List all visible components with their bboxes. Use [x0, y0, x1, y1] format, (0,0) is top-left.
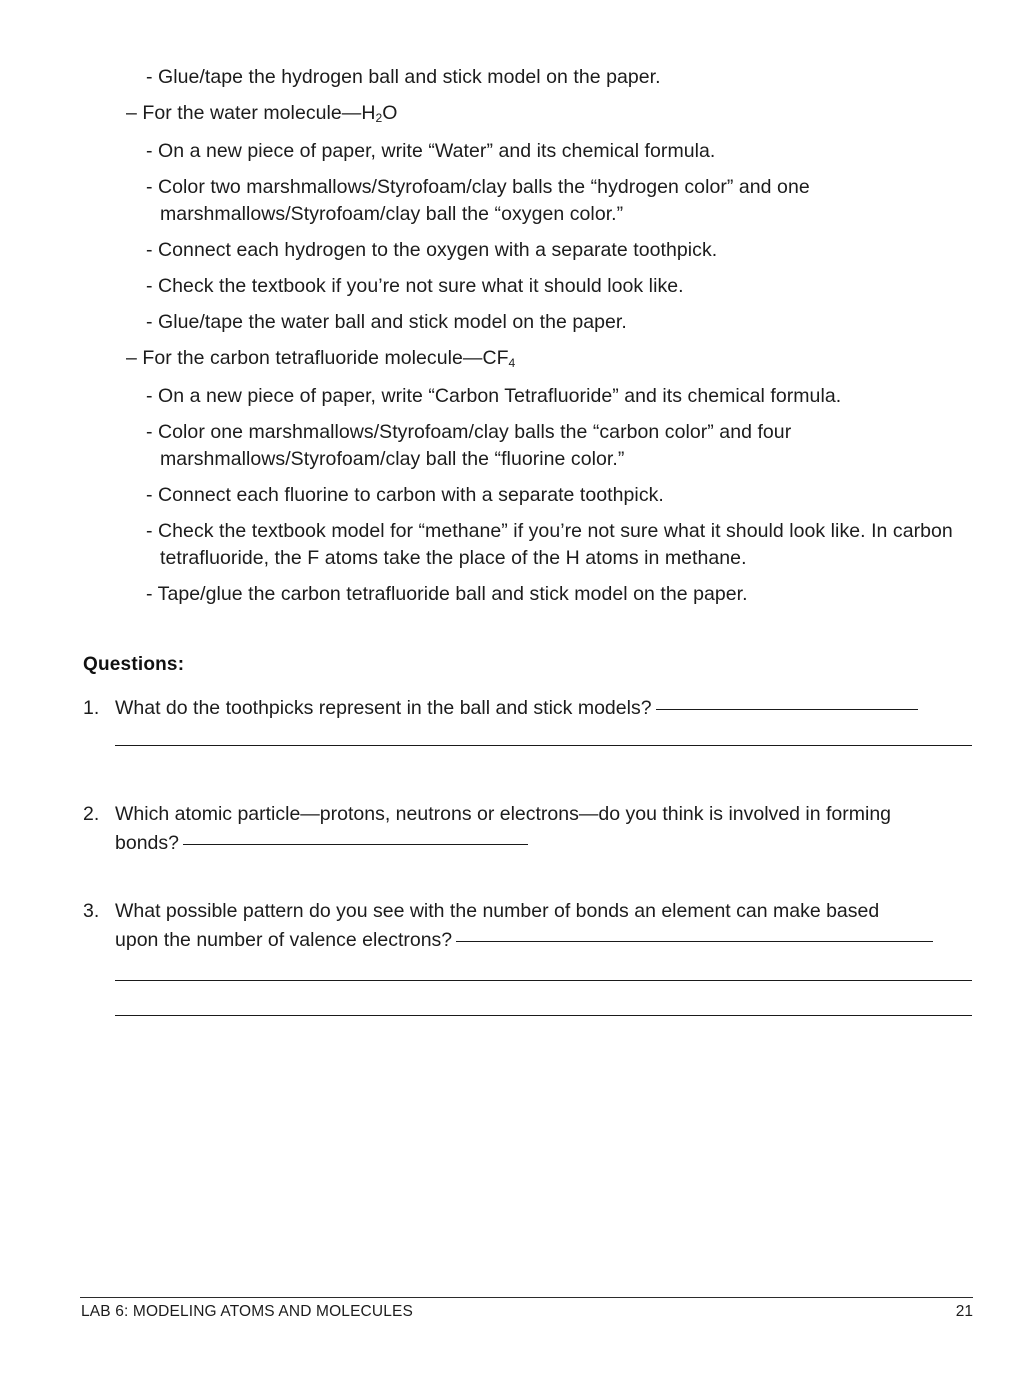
bullet-marker: -	[146, 275, 153, 297]
instructions-list	[0, 64, 1024, 617]
instruction-text: Check the textbook if you’re not sure what it should look like.	[158, 275, 684, 297]
instruction-item	[0, 345, 1024, 374]
question-item-3	[83, 897, 973, 955]
bullet-marker: -	[146, 66, 153, 88]
formula-subscript: 2	[375, 111, 383, 126]
question-text: What do the toothpicks represent in the ball and stick models?	[83, 694, 973, 723]
instruction-text: Check the textbook model for “methane” if you’re not sure what it should look like. In carbon tetrafluoride, the F atoms take the place of the H atoms in methane.	[158, 520, 953, 569]
bullet-marker: -	[146, 484, 153, 506]
instruction-item	[0, 64, 1024, 91]
footer-divider	[80, 1297, 973, 1298]
instruction-item	[0, 174, 1024, 228]
instruction-item	[0, 100, 1024, 129]
answer-rule[interactable]	[115, 1015, 972, 1016]
bullet-marker: –	[126, 347, 137, 369]
answer-rule[interactable]	[656, 709, 918, 710]
footer-title: LAB 6: MODELING ATOMS AND MOLECULES	[81, 1303, 413, 1320]
instruction-text: Color one marshmallows/Styrofoam/clay balls the “carbon color” and four marshmallows/Styrofoam/clay ball the “fluorine color.”	[158, 421, 792, 470]
bullet-marker: -	[146, 583, 153, 605]
bullet-marker: -	[146, 421, 153, 443]
answer-rule[interactable]	[115, 745, 972, 746]
instruction-text: Connect each hydrogen to the oxygen with a separate toothpick.	[158, 239, 718, 261]
instruction-item	[0, 419, 1024, 473]
formula-subscript: 4	[508, 356, 516, 371]
question-number: 2.	[83, 803, 100, 825]
bullet-marker: -	[146, 176, 153, 198]
question-item-2	[83, 800, 973, 858]
bullet-marker: -	[146, 311, 153, 333]
bullet-marker: -	[146, 520, 153, 542]
instruction-text: Connect each fluorine to carbon with a separate toothpick.	[158, 484, 664, 506]
answer-rule[interactable]	[115, 980, 972, 981]
instruction-item	[0, 518, 1024, 572]
instruction-text: On a new piece of paper, write “Water” and its chemical formula.	[158, 140, 716, 162]
question-text: Which atomic particle—protons, neutrons or electrons—do you think is involved in forming bonds?	[115, 803, 892, 854]
footer-page-number: 21	[955, 1303, 973, 1320]
instruction-item	[0, 138, 1024, 165]
bullet-marker: –	[126, 102, 137, 124]
instruction-text: For the water molecule—H	[142, 102, 376, 124]
instruction-item	[0, 482, 1024, 509]
question-number: 1.	[83, 697, 100, 719]
instruction-item	[0, 383, 1024, 410]
instruction-item	[0, 309, 1024, 336]
instruction-text: Glue/tape the water ball and stick model on the paper.	[158, 311, 627, 333]
instruction-text: Glue/tape the hydrogen ball and stick model on the paper.	[158, 66, 661, 88]
instruction-item	[0, 581, 1024, 608]
instruction-text: For the carbon tetrafluoride molecule—CF	[142, 347, 509, 369]
instruction-text: Tape/glue the carbon tetrafluoride ball and stick model on the paper.	[157, 583, 748, 605]
question-text: What possible pattern do you see with the number of bonds an element can make based upon the number of valence electrons?	[83, 897, 973, 955]
answer-rule[interactable]	[183, 844, 528, 845]
bullet-marker: -	[146, 385, 153, 407]
instruction-text: Color two marshmallows/Styrofoam/clay balls the “hydrogen color” and one marshmallows/Styrofoam/clay ball the “oxygen color.”	[158, 176, 810, 225]
instruction-text-after: O	[382, 102, 398, 124]
bullet-marker: -	[146, 239, 153, 261]
questions-heading: Questions:	[83, 654, 185, 675]
instruction-text: On a new piece of paper, write “Carbon Tetrafluoride” and its chemical formula.	[158, 385, 842, 407]
question-item-1	[83, 694, 973, 723]
answer-rule[interactable]	[456, 941, 933, 942]
question-number: 3.	[83, 900, 100, 922]
instruction-item	[0, 237, 1024, 264]
instruction-item	[0, 273, 1024, 300]
bullet-marker: -	[146, 140, 153, 162]
